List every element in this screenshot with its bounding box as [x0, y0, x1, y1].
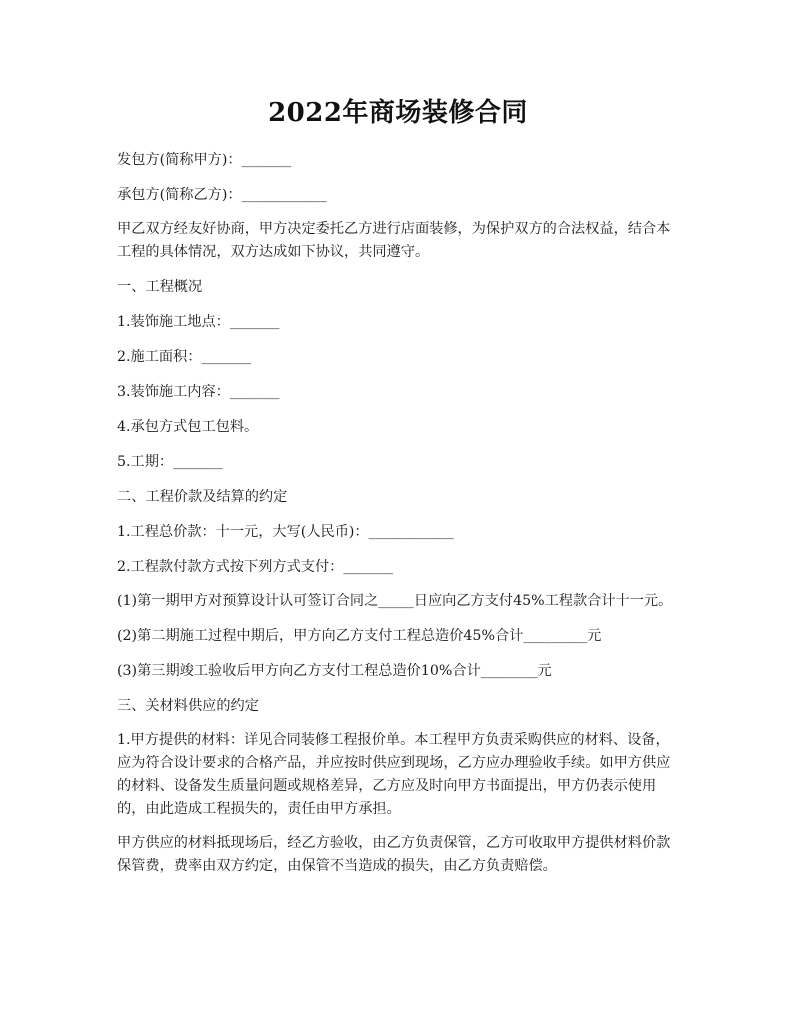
section-heading-materials: 三、关材料供应的约定	[117, 698, 259, 714]
contract-body	[117, 148, 683, 889]
clause-materials-storage: 甲方供应的材料抵现场后，经乙方验收，由乙方负责保管，乙方可收取甲方提供材料价款保管费，费率由双方约定，由保管不当造成的损失，由乙方负责赔偿。	[117, 835, 671, 874]
section-heading-payment: 二、工程价款及结算的约定	[117, 489, 288, 505]
clause-schedule: 5.工期：_______	[117, 454, 223, 470]
clause-contract-method: 4.承包方式包工包料。	[117, 419, 259, 435]
party-a-line: 发包方(简称甲方)：_______	[117, 152, 292, 168]
clause-construction-area: 2.施工面积：_______	[117, 349, 252, 365]
clause-payment-phase-2: (2)第二期施工过程中期后，甲方向乙方支付工程总造价45%合计_________元	[117, 628, 602, 644]
section-heading-overview: 一、工程概况	[117, 279, 203, 295]
clause-payment-phase-1: (1)第一期甲方对预算设计认可签订合同之_____日应向乙方支付45%工程款合计十一元。	[117, 593, 673, 609]
clause-party-a-materials: 1.甲方提供的材料：详见合同装修工程报价单。本工程甲方负责采购供应的材料、设备，应为符合设计要求的合格产品，并应按时供应到现场，乙方应办理验收手续。如甲方供应的材料、设备发生质量问题或规格差异，乙方应及时向甲方书面提出，甲方仍表示使用的，由此造成工程损失的，责任由甲方承担。	[117, 732, 671, 817]
clause-payment-method: 2.工程款付款方式按下列方式支付：_______	[117, 559, 394, 575]
page-title: 2022年商场装修合同	[268, 98, 528, 128]
preamble-paragraph: 甲乙双方经友好协商，甲方决定委托乙方进行店面装修，为保护双方的合法权益，结合本工程的具体情况，双方达成如下协议，共同遵守。	[117, 221, 671, 260]
clause-total-price: 1.工程总价款：十一元，大写(人民币)：____________	[117, 524, 454, 540]
clause-construction-site: 1.装饰施工地点：_______	[117, 314, 280, 330]
party-b-line: 承包方(简称乙方)：____________	[117, 187, 327, 203]
clause-payment-phase-3: (3)第三期竣工验收后甲方向乙方支付工程总造价10%合计________元	[117, 663, 552, 679]
clause-construction-content: 3.装饰施工内容：_______	[117, 384, 280, 400]
